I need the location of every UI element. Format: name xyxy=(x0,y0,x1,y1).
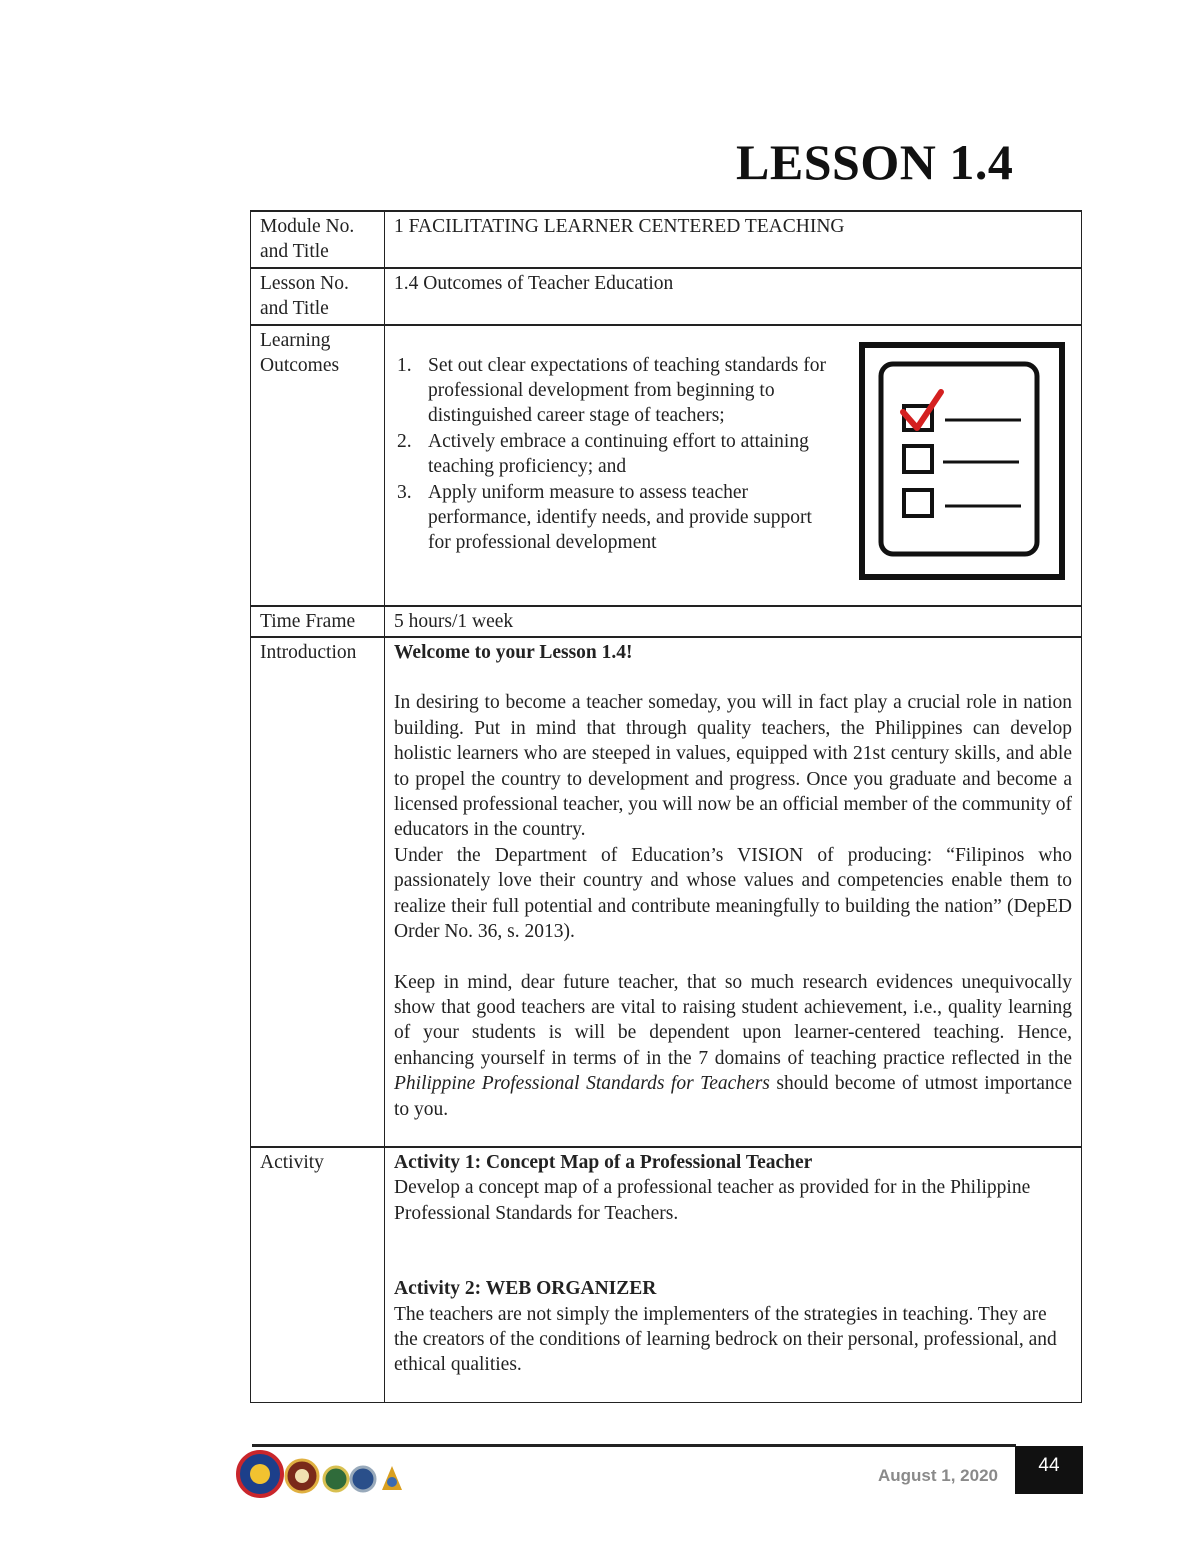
seal-logo-icon xyxy=(238,1452,282,1496)
lesson-label: Lesson No. and Title xyxy=(251,268,385,325)
activity2-title: Activity 2: WEB ORGANIZER xyxy=(394,1278,657,1300)
list-item: 3. Apply uniform measure to assess teacher performance, identify needs, and provide support for professional development xyxy=(397,481,812,554)
lesson-value: 1.4 Outcomes of Teacher Education xyxy=(385,268,1082,325)
timeframe-row xyxy=(251,606,1082,637)
footer-divider xyxy=(252,1444,1016,1447)
outcomes-cell xyxy=(385,325,1082,606)
module-value: 1 FACILITATING LEARNER CENTERED TEACHING xyxy=(385,211,1082,268)
activity1-title: Activity 1: Concept Map of a Professional Teacher xyxy=(394,1152,813,1174)
introduction-paragraph: In desiring to become a teacher someday, you will in fact play a crucial role in nation building. Put in mind that through quality teachers, the Philippines can develop holistic learners who are steeped in values, equipped with 21st century skills, and able to propel the country to development and progress. Once you graduate and become a licensed professional teacher, you will now be an official member of the community of educators in the country. xyxy=(394,692,1072,841)
activity2-text: The teachers are not simply the implementers of the strategies in teaching. They are the creators of the conditions of learning bedrock on their personal, professional, and ethical qualities. xyxy=(394,1303,1057,1376)
lesson-row xyxy=(251,268,1082,325)
introduction-heading: Welcome to your Lesson 1.4! xyxy=(394,642,633,664)
seal-logo-icon xyxy=(324,1467,348,1491)
timeframe-value: 5 hours/1 week xyxy=(385,606,1082,637)
page-number: 44 xyxy=(1015,1446,1083,1494)
introduction-row xyxy=(251,637,1082,1147)
outcomes-row xyxy=(251,325,1082,606)
module-row xyxy=(251,211,1082,268)
module-label: Module No. and Title xyxy=(251,211,385,268)
lesson-table xyxy=(250,210,1082,1403)
introduction-label: Introduction xyxy=(251,637,385,1147)
introduction-cell xyxy=(385,637,1082,1147)
seal-logo-icon xyxy=(382,1466,402,1490)
seal-logo-icon xyxy=(351,1467,375,1491)
list-item: 1. Set out clear expectations of teaching standards for professional development from beginning to distinguished career stage of teachers; xyxy=(397,354,826,427)
page-footer xyxy=(0,1440,1200,1550)
footer-date: August 1, 2020 xyxy=(878,1466,998,1485)
introduction-paragraph: Under the Department of Education’s VISION of producing: “Filipinos who passionately love their country and whose values and competencies enable them to realize their full potential and contribute meaningfully to building the nation” (DepED Order No. 36, s. 2013). xyxy=(394,844,1072,943)
outcomes-label: Learning Outcomes xyxy=(251,325,385,606)
activity-cell xyxy=(385,1147,1082,1402)
activity-label: Activity xyxy=(251,1147,385,1402)
list-item: 2. Actively embrace a continuing effort to attaining teaching proficiency; and xyxy=(397,430,809,478)
seal-logo-icon xyxy=(286,1460,318,1492)
activity1-text: Develop a concept map of a professional teacher as provided for in the Philippine Professional Standards for Teachers. xyxy=(394,1177,1031,1224)
lesson-title: LESSON 1.4 xyxy=(736,134,1014,190)
introduction-paragraph: Keep in mind, dear future teacher, that so much research evidences unequivocally show that good teachers are vital to raising student achievement, i.e., quality learning of your students is will be dependent upon learner-centered teaching. Hence, enhancing yourself in terms of in the 7 domains of teaching practice reflected in the Philippine Professional Standards for Teachers should become of utmost importance to you. xyxy=(394,971,1072,1120)
checklist-icon xyxy=(859,342,1065,580)
logo-strip xyxy=(236,1450,406,1498)
timeframe-label: Time Frame xyxy=(251,606,385,637)
activity-row xyxy=(251,1147,1082,1402)
outcomes-list xyxy=(394,353,834,556)
ppst-title: Philippine Professional Standards for Teachers xyxy=(394,1073,770,1095)
